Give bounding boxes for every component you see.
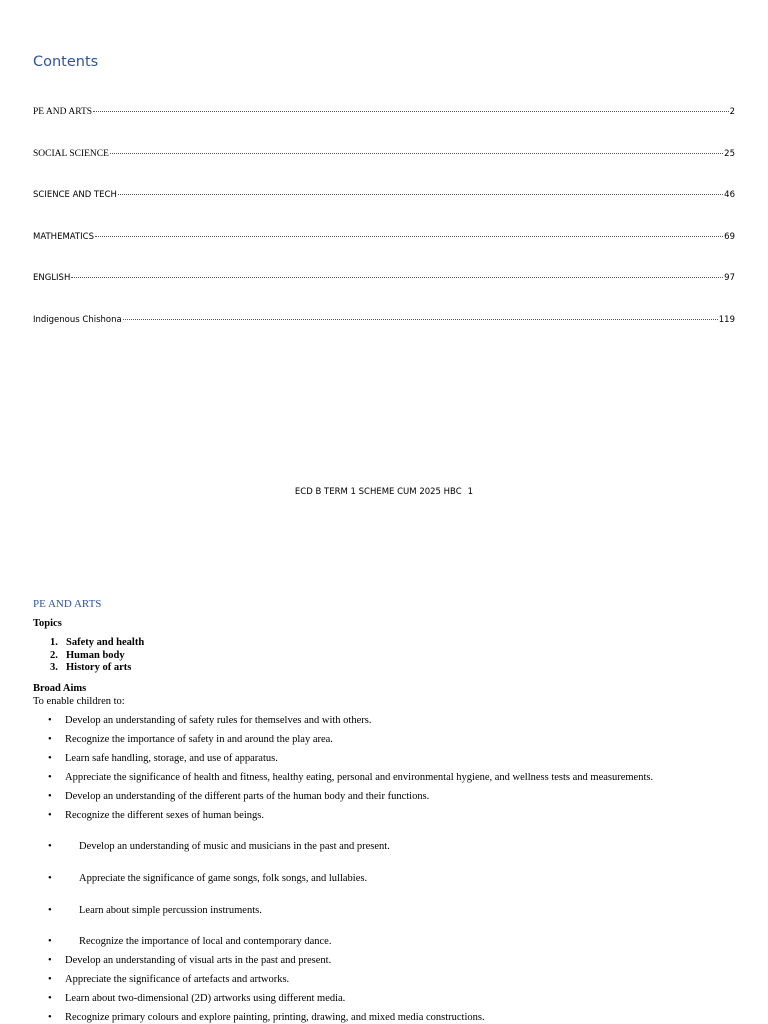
toc-entry-page: 2 bbox=[729, 107, 735, 117]
aim-text: Develop an understanding of music and musicians in the past and present. bbox=[79, 841, 390, 852]
toc-entry-english[interactable] bbox=[33, 273, 735, 283]
aim-item bbox=[48, 790, 429, 803]
aim-text: Develop an understanding of visual arts in the past and present. bbox=[65, 955, 332, 966]
aim-text: Recognize primary colours and explore painting, printing, drawing, and mixed media constructions. bbox=[65, 1012, 485, 1023]
aim-item bbox=[48, 872, 367, 885]
aim-item bbox=[48, 733, 333, 746]
aim-item bbox=[48, 809, 264, 822]
page-footer bbox=[0, 487, 768, 497]
bullet-icon: • bbox=[48, 841, 52, 852]
toc-entry-page: 97 bbox=[724, 273, 735, 283]
footer-page-number: 1 bbox=[467, 487, 474, 497]
toc-entry-indigenous-chishona[interactable] bbox=[33, 315, 735, 325]
aim-item bbox=[48, 992, 345, 1005]
aim-item bbox=[48, 954, 331, 967]
bullet-icon: • bbox=[48, 955, 52, 966]
aim-text: Learn safe handling, storage, and use of apparatus. bbox=[65, 753, 278, 764]
toc-dot-leader bbox=[118, 194, 723, 195]
toc-title: Contents bbox=[33, 54, 99, 70]
topic-text: Safety and health bbox=[66, 637, 145, 648]
toc-dot-leader bbox=[123, 319, 718, 320]
topic-item bbox=[50, 650, 144, 663]
topic-item bbox=[50, 637, 144, 650]
toc-entry-label: Indigenous Chishona bbox=[33, 315, 122, 325]
aim-text: Appreciate the significance of game songs, folk songs, and lullabies. bbox=[79, 873, 368, 884]
toc-dot-leader bbox=[93, 111, 728, 112]
toc-entry-page: 25 bbox=[724, 149, 735, 159]
section-heading: PE AND ARTS bbox=[33, 598, 102, 610]
toc-dot-leader bbox=[95, 236, 723, 237]
bullet-icon: • bbox=[48, 753, 52, 764]
aim-text: Develop an understanding of the different parts of the human body and their functions. bbox=[65, 791, 430, 802]
toc-entry-mathematics[interactable] bbox=[33, 232, 735, 242]
aims-intro: To enable children to: bbox=[33, 696, 125, 707]
bullet-icon: • bbox=[48, 791, 52, 802]
bullet-icon: • bbox=[48, 734, 52, 745]
toc-dot-leader bbox=[110, 153, 723, 154]
bullet-icon: • bbox=[48, 810, 52, 821]
toc-entry-social-science[interactable] bbox=[33, 149, 735, 159]
aim-text: Appreciate the significance of health and fitness, healthy eating, personal and environmental hygiene, and wellness tests and measurements. bbox=[65, 772, 654, 783]
topic-number: 3. bbox=[50, 662, 58, 674]
toc-entry-label: SOCIAL SCIENCE bbox=[33, 149, 109, 159]
topics-heading: Topics bbox=[33, 618, 62, 629]
bullet-icon: • bbox=[48, 905, 52, 916]
topic-number: 2. bbox=[50, 649, 58, 661]
aim-item bbox=[48, 752, 278, 765]
toc-entry-pe-and-arts[interactable] bbox=[33, 107, 735, 117]
aim-text: Recognize the importance of safety in and around the play area. bbox=[65, 734, 333, 745]
toc-entry-page: 119 bbox=[718, 315, 735, 325]
toc-entry-page: 69 bbox=[724, 232, 735, 242]
aim-item bbox=[48, 935, 331, 948]
toc-entry-label: MATHEMATICS bbox=[33, 232, 94, 242]
topic-item bbox=[50, 662, 144, 675]
aim-text: Develop an understanding of safety rules for themselves and with others. bbox=[65, 715, 372, 726]
topic-text: Human body bbox=[66, 649, 125, 661]
aim-text: Learn about two-dimensional (2D) artworks using different media. bbox=[65, 993, 346, 1004]
topic-number: 1. bbox=[50, 637, 58, 648]
bullet-icon: • bbox=[48, 974, 52, 985]
aim-item bbox=[48, 973, 289, 986]
bullet-icon: • bbox=[48, 936, 52, 947]
toc-entry-label: PE AND ARTS bbox=[33, 107, 93, 117]
topics-list bbox=[50, 637, 144, 675]
aim-item bbox=[48, 1011, 485, 1024]
broad-aims-heading: Broad Aims bbox=[33, 683, 87, 694]
bullet-icon: • bbox=[48, 1012, 52, 1023]
bullet-icon: • bbox=[48, 715, 52, 726]
footer-text: ECD B TERM 1 SCHEME CUM 2025 HBC bbox=[294, 487, 462, 497]
aim-item bbox=[48, 714, 371, 727]
aim-text: Recognize the importance of local and contemporary dance. bbox=[79, 936, 332, 947]
aim-text: Appreciate the significance of artefacts and artworks. bbox=[65, 974, 290, 985]
toc-entry-label: SCIENCE AND TECH bbox=[33, 190, 117, 200]
bullet-icon: • bbox=[48, 772, 52, 783]
toc-entry-page: 46 bbox=[724, 190, 735, 200]
aim-text: Learn about simple percussion instruments. bbox=[79, 905, 262, 916]
bullet-icon: • bbox=[48, 993, 52, 1004]
toc-dot-leader bbox=[71, 277, 723, 278]
toc-entry-science-and-tech[interactable] bbox=[33, 190, 735, 200]
aim-item bbox=[48, 771, 653, 784]
bullet-icon: • bbox=[48, 873, 52, 884]
topic-text: History of arts bbox=[66, 662, 132, 674]
aim-text: Recognize the different sexes of human beings. bbox=[65, 810, 264, 821]
aim-item bbox=[48, 840, 390, 853]
toc-entry-label: ENGLISH bbox=[33, 273, 71, 283]
aim-item bbox=[48, 904, 262, 917]
